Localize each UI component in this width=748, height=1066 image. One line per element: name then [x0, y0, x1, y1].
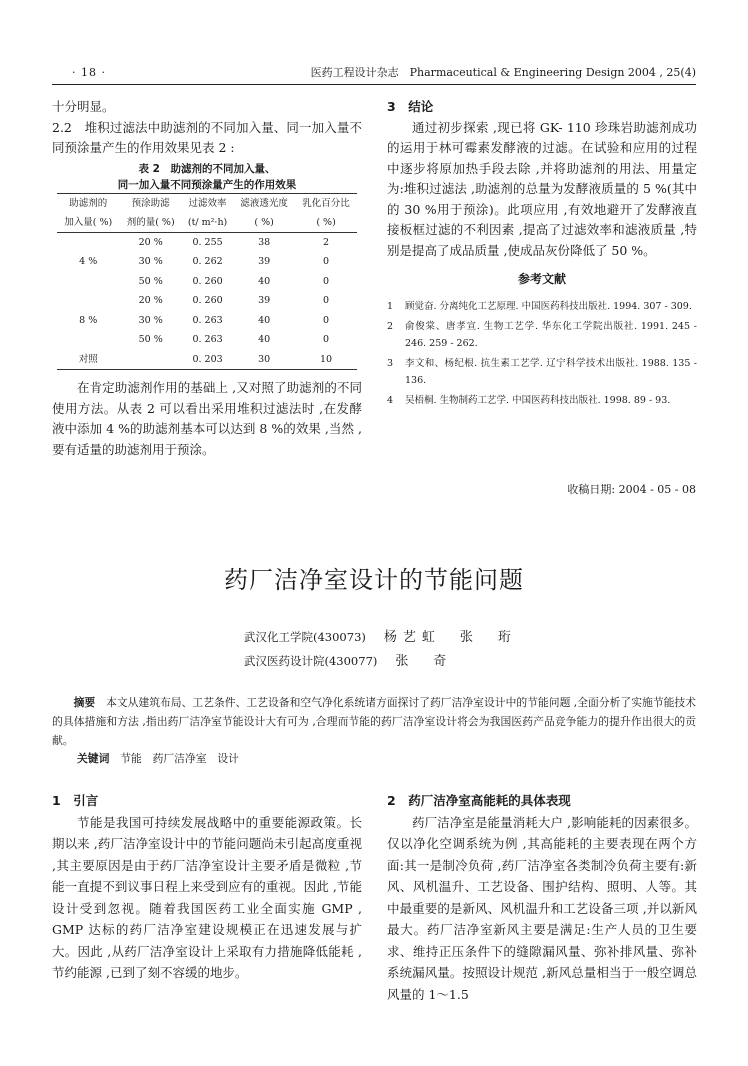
table-caption: 表 2 助滤剂的不同加入量、 同一加入量不同预涂量产生的作用效果	[117, 162, 297, 191]
reference-number: 4	[387, 394, 394, 406]
reference-item	[387, 355, 697, 389]
reference-item	[387, 392, 697, 409]
journal-header: 医药工程设计杂志 Pharmaceutical & Engineering Design 2004 , 25(4)	[310, 66, 696, 79]
table-cell	[57, 330, 119, 350]
table-cell: 8 %	[79, 314, 98, 326]
reference-text: 吴梧桐. 生物制药工艺学. 中国医药科技出版社. 1998. 89 - 93.	[405, 394, 671, 406]
table-cell: 0. 263	[192, 314, 223, 326]
received-date: 收稿日期: 2004 - 05 - 08	[567, 483, 696, 496]
header-rule	[52, 84, 696, 85]
th: 预涂助滤	[119, 193, 181, 213]
table-cell: 2	[323, 236, 330, 248]
section-1-heading: 1 引言	[52, 793, 99, 808]
table-cell: 0	[323, 275, 330, 287]
table-row	[57, 252, 357, 272]
table-cell: 40	[258, 275, 271, 287]
author-names: 杨艺虹 张 珩	[383, 630, 517, 645]
table-row	[57, 232, 357, 252]
table-cell	[57, 291, 119, 311]
table-cell	[57, 272, 119, 292]
section-2-2: 2.2 堆积过滤法中助滤剂的不同加入量、同一加入量不同预涂量产生的作用效果见表 2 :	[52, 119, 362, 155]
right-column-bottom	[387, 790, 697, 1005]
table-cell: 10	[295, 350, 357, 370]
section-3-heading: 3 结论	[387, 99, 434, 114]
th: (t/ m²·h)	[182, 213, 233, 233]
author-line-2	[244, 650, 452, 669]
table-cell: 20 %	[138, 295, 163, 306]
th: 助滤剂的	[57, 193, 119, 213]
table-cell: 0. 262	[192, 256, 223, 267]
th: 乳化百分比	[295, 193, 357, 213]
table-cell: 0. 260	[192, 295, 223, 306]
table-cell: 0. 260	[192, 275, 223, 287]
left-column-top	[52, 97, 362, 460]
paragraph: 药厂洁净室是能量消耗大户 ,影响能耗的因素很多。仅以净化空调系统为例 ,其高能耗的主要表现在两个方面:其一是制冷负荷 ,药厂洁净室各类制冷负荷主要有:新风、风机温升、工艺设备、围护结构、照明、人等。其中最重要的是新风、风机温升和工艺设备三项 ,并以新风最大。药厂洁净室新风主要是满足:生产人员的卫生要求、维持正压条件下的缝隙漏风量、弥补排风量、弥补系统漏风量。按照设计规范 ,新风总量相当于一般空调总风量的 1～1.5	[387, 814, 697, 1002]
table-cell: 0	[323, 334, 330, 345]
table-cell: 0. 263	[192, 334, 223, 345]
table-cell: 对照	[57, 350, 119, 370]
section-2-heading: 2 药厂洁净室高能耗的具体表现	[387, 793, 571, 808]
abstract	[52, 693, 696, 750]
table-cell: 0	[323, 314, 330, 326]
keywords	[77, 751, 239, 766]
th: 加入量( %)	[57, 213, 119, 233]
table-cell: 0. 255	[192, 236, 223, 248]
author-line-1	[244, 626, 517, 645]
table-cell: 0. 203	[182, 350, 233, 370]
reference-number: 1	[387, 300, 394, 312]
table-cell: 40	[258, 334, 271, 345]
references-heading: 参考文献	[517, 272, 566, 286]
references-list	[387, 298, 697, 409]
table-cell: 4 %	[79, 256, 98, 267]
abstract-text: 本文从建筑布局、工艺条件、工艺设备和空气净化系统诸方面探讨了药厂洁净室设计中的节能问题 ,全面分析了实施节能技术的具体措施和方法 ,指出药厂洁净室节能设计大有可为 ,合理而节能的药厂洁净室设计将会为我国医药产品竞争能力的提升作出很大的贡献。	[52, 696, 697, 747]
th: 剂的量( %)	[119, 213, 181, 233]
table-cell: 0	[323, 295, 330, 306]
th: ( %)	[233, 213, 295, 233]
affiliation: 武汉化工学院(430073)	[244, 630, 366, 644]
author-names: 张 奇	[395, 654, 453, 669]
article-title: 药厂洁净室设计的节能问题	[224, 566, 524, 594]
page-number: · 18 ·	[72, 66, 106, 79]
table-cell: 0	[323, 256, 330, 267]
th: ( %)	[295, 213, 357, 233]
paragraph: 通过初步探索 ,现已将 GK- 110 珍珠岩助滤剂成功的运用于林可霉素发酵液的过滤。在试验和应用的过程中逐步将原加热手段去除 ,并将助滤剂的用法、用量定为:堆积过滤法 ,助滤剂的总量为发酵液质量的 5 %(其中的 30 %用于预涂)。此项应用 ,有效地避开了发酵液直接板框过滤的不利因素 ,提高了过滤效率和滤液质量 ,特别是提高了成品质量 ,使成品灰份降低了 50 %。	[387, 119, 697, 258]
table-2	[57, 193, 357, 371]
table-cell: 30 %	[138, 256, 163, 267]
reference-text: 俞俊棠、唐孝宣. 生物工艺学. 华东化工学院出版社. 1991. 245 - 246. 259 - 262.	[405, 320, 697, 349]
paragraph: 在肯定助滤剂作用的基础上 ,又对照了助滤剂的不同使用方法。从表 2 可以看出采用堆积过滤法时 ,在发酵液中添加 4 %的助滤剂基本可以达到 8 %的效果 ,当然 ,要有适量的助滤剂用于预涂。	[52, 380, 362, 457]
table-cell	[119, 350, 181, 370]
table-row	[57, 272, 357, 292]
reference-text: 顾觉奋. 分离纯化工艺原理. 中国医药科技出版社. 1994. 307 - 309.	[405, 300, 692, 312]
table-cell: 40	[258, 314, 271, 326]
table-cell: 38	[258, 236, 271, 248]
paragraph: 十分明显。	[52, 99, 115, 114]
reference-item	[387, 318, 697, 352]
th: 过滤效率	[182, 193, 233, 213]
reference-number: 2	[387, 320, 394, 332]
table-cell: 50 %	[138, 275, 163, 287]
th: 滤液透光度	[233, 193, 295, 213]
table-row	[57, 311, 357, 331]
table-cell: 50 %	[138, 334, 163, 345]
table-row	[57, 350, 357, 370]
table-row	[57, 330, 357, 350]
table-cell: 30	[233, 350, 295, 370]
right-column-top	[387, 97, 697, 412]
table-cell: 39	[258, 295, 271, 306]
reference-text: 李文和、杨纪根. 抗生素工艺学. 辽宁科学技术出版社. 1988. 135 - 136.	[405, 357, 697, 386]
keywords-text: 节能 药厂洁净室 设计	[120, 752, 239, 765]
table-cell: 20 %	[138, 236, 163, 248]
table-cell: 30 %	[138, 314, 163, 326]
table-cell: 39	[258, 256, 271, 267]
left-column-bottom	[52, 790, 362, 984]
reference-number: 3	[387, 357, 394, 369]
table-cell	[57, 232, 119, 252]
reference-item	[387, 298, 697, 315]
abstract-label: 摘要	[73, 696, 96, 709]
keywords-label: 关键词	[77, 752, 110, 765]
paragraph: 节能是我国可持续发展战略中的重要能源政策。长期以来 ,药厂洁净室设计中的节能问题尚未引起高度重视 ,其主要原因是由于药厂洁净室设计主要矛盾是微粒 ,节能一直提不到议事日程上来受到应有的重视。因此 ,节能设计受到忽视。随着我国医药工业全面实施 GMP , GMP 达标的药厂洁净室建设规模正在迅速发展与扩大。因此 ,从药厂洁净室设计上采取有力措施降低能耗 ,节约能源 ,已到了刻不容缓的地步。	[52, 814, 362, 980]
affiliation: 武汉医药设计院(430077)	[244, 654, 378, 668]
table-row	[57, 291, 357, 311]
